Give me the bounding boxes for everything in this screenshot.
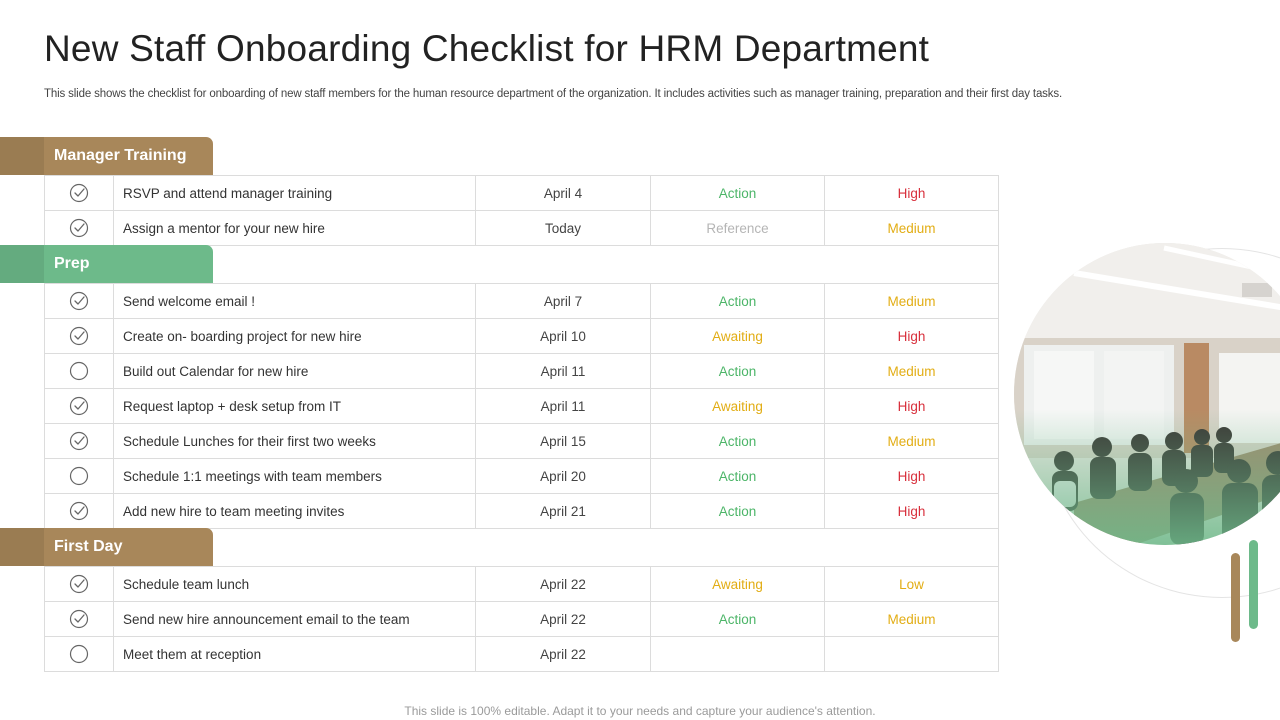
- task-status: Awaiting: [651, 319, 825, 353]
- task-priority: Medium: [825, 354, 999, 388]
- task-priority: Medium: [825, 602, 999, 636]
- task-priority: High: [825, 459, 999, 493]
- check-circle-icon[interactable]: [45, 494, 114, 528]
- table-row: [44, 601, 999, 636]
- task-label: Send welcome email !: [114, 284, 476, 318]
- task-status: Action: [651, 176, 825, 210]
- task-date: April 4: [476, 176, 651, 210]
- check-circle-icon[interactable]: [45, 602, 114, 636]
- task-priority: Medium: [825, 424, 999, 458]
- task-date: April 11: [476, 354, 651, 388]
- slide-title: New Staff Onboarding Checklist for HRM Department: [44, 28, 930, 69]
- task-label: Assign a mentor for your new hire: [114, 211, 476, 245]
- check-circle-icon[interactable]: [45, 389, 114, 423]
- check-circle-icon[interactable]: [45, 284, 114, 318]
- table-row: [44, 210, 999, 245]
- task-status: Reference: [651, 211, 825, 245]
- task-date: April 22: [476, 637, 651, 671]
- task-priority: [825, 637, 999, 671]
- section-tab: [0, 528, 213, 566]
- task-date: April 20: [476, 459, 651, 493]
- empty-circle-icon[interactable]: [45, 637, 114, 671]
- table-row: [44, 353, 999, 388]
- task-date: Today: [476, 211, 651, 245]
- task-status: Action: [651, 494, 825, 528]
- check-circle-icon[interactable]: [45, 319, 114, 353]
- check-circle-icon[interactable]: [45, 567, 114, 601]
- task-date: April 10: [476, 319, 651, 353]
- task-status: Action: [651, 459, 825, 493]
- task-label: Schedule team lunch: [114, 567, 476, 601]
- section-tab-shade: [0, 137, 44, 175]
- empty-circle-icon[interactable]: [45, 459, 114, 493]
- task-label: Schedule 1:1 meetings with team members: [114, 459, 476, 493]
- check-circle-icon[interactable]: [45, 424, 114, 458]
- table-row: [44, 283, 999, 318]
- task-label: Schedule Lunches for their first two weeks: [114, 424, 476, 458]
- task-priority: High: [825, 494, 999, 528]
- task-priority: Medium: [825, 211, 999, 245]
- table-row: [44, 566, 999, 601]
- task-priority: Low: [825, 567, 999, 601]
- section-tab-label: Manager Training: [54, 147, 187, 164]
- task-status: Action: [651, 602, 825, 636]
- table-row: [44, 493, 999, 528]
- task-date: April 7: [476, 284, 651, 318]
- slide-footer: This slide is 100% editable. Adapt it to your needs and capture your audience's attention.: [404, 704, 876, 718]
- task-label: RSVP and attend manager training: [114, 176, 476, 210]
- decorative-bar-brown: [1231, 553, 1240, 642]
- section-tab: [0, 245, 213, 283]
- meeting-room-illustration: [1014, 243, 1280, 545]
- table-row: [44, 318, 999, 353]
- task-status: Awaiting: [651, 567, 825, 601]
- check-circle-icon[interactable]: [45, 211, 114, 245]
- task-priority: High: [825, 176, 999, 210]
- task-label: Send new hire announcement email to the team: [114, 602, 476, 636]
- decorative-bar-green: [1249, 540, 1258, 629]
- section-tab-shade: [0, 245, 44, 283]
- task-label: Request laptop + desk setup from IT: [114, 389, 476, 423]
- task-date: April 22: [476, 602, 651, 636]
- task-date: April 21: [476, 494, 651, 528]
- empty-circle-icon[interactable]: [45, 354, 114, 388]
- table-row: [44, 388, 999, 423]
- task-status: Awaiting: [651, 389, 825, 423]
- task-priority: Medium: [825, 284, 999, 318]
- task-status: Action: [651, 284, 825, 318]
- task-label: Create on- boarding project for new hire: [114, 319, 476, 353]
- check-circle-icon[interactable]: [45, 176, 114, 210]
- task-label: Build out Calendar for new hire: [114, 354, 476, 388]
- slide-subtitle: This slide shows the checklist for onboarding of new staff members for the human resource department of the organization. It includes activities such as manager training, preparation and their first day tasks.: [44, 88, 1063, 100]
- task-label: Add new hire to team meeting invites: [114, 494, 476, 528]
- task-priority: High: [825, 319, 999, 353]
- section-tab-shade: [0, 528, 44, 566]
- table-row: [44, 636, 999, 672]
- task-date: April 15: [476, 424, 651, 458]
- task-priority: High: [825, 389, 999, 423]
- task-status: Action: [651, 424, 825, 458]
- table-row: [44, 458, 999, 493]
- table-row: [44, 175, 999, 210]
- meeting-room-photo: [1014, 243, 1280, 545]
- task-status: Action: [651, 354, 825, 388]
- task-date: April 11: [476, 389, 651, 423]
- section-tab-label: First Day: [54, 538, 123, 555]
- section-tab: [0, 137, 213, 175]
- task-label: Meet them at reception: [114, 637, 476, 671]
- task-date: April 22: [476, 567, 651, 601]
- task-status: [651, 637, 825, 671]
- table-row: [44, 423, 999, 458]
- section-tab-label: Prep: [54, 255, 90, 272]
